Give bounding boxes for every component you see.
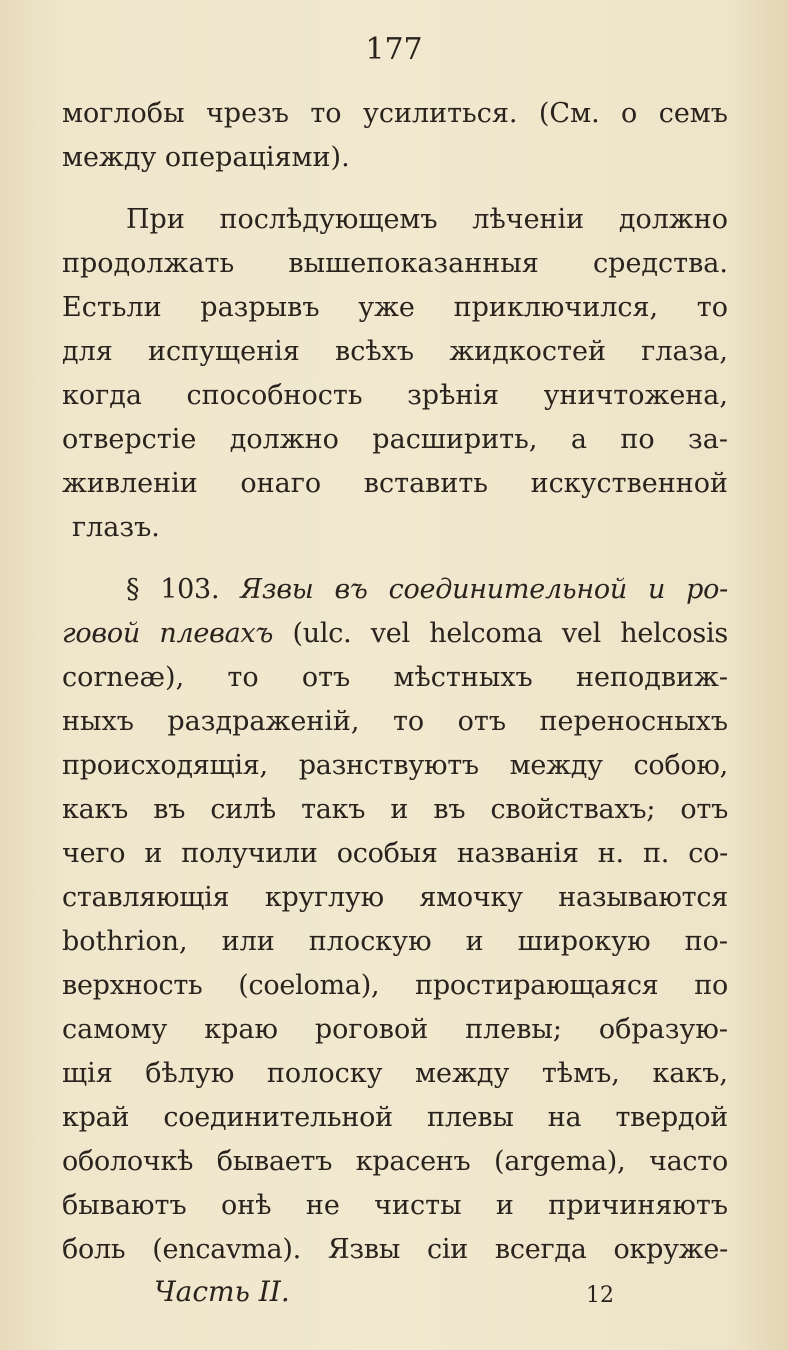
text-line: Естьли разрывъ уже приключился, то [62, 292, 728, 323]
text-line: край соединительной плевы на твердой [62, 1102, 728, 1133]
text-line: bothrion, или плоскую и широкую по- [62, 926, 728, 957]
section-103 [62, 568, 728, 1272]
text-line: когда способность зрѣнія уничтожена, [62, 380, 728, 411]
section-mark: § 103. [126, 574, 220, 605]
text-line: живленіи онаго вставить искуственной [62, 468, 728, 499]
text-line: отверстіе должно расширить, а по за- [62, 424, 728, 455]
section-heading-line [62, 612, 728, 656]
text-line: ныхъ раздраженій, то отъ переносныхъ [62, 706, 728, 737]
text-line: глазъ. [72, 512, 160, 543]
text-line: верхность (coeloma), простирающаяся по [62, 970, 728, 1001]
text-line: ставляющія круглую ямочку называются [62, 882, 728, 913]
text-line: между операціями). [62, 142, 350, 173]
latin-term: (ulc. vel helcoma vel helcosis [273, 618, 728, 649]
text-line: чего и получили особыя названія н. п. со- [62, 838, 728, 869]
volume-part-label: Часть II. [154, 1275, 290, 1308]
paragraph-intro [62, 92, 728, 180]
paragraph-treatment [62, 198, 728, 550]
text-line: для испущенія всѣхъ жидкостей глаза, [62, 336, 728, 367]
printer-signature-mark: 12 [586, 1283, 614, 1308]
text-line: продолжать вышепоказанныя средства. [62, 248, 728, 279]
text-line: corneæ), то отъ мѣстныхъ неподвиж- [62, 662, 728, 693]
text-line: какъ въ силѣ такъ и въ свойствахъ; отъ [62, 794, 728, 825]
page-number: 177 [365, 32, 423, 67]
section-heading-line [62, 568, 728, 612]
text-line: боль (encavma). Язвы сіи всегда окруже- [62, 1234, 728, 1265]
text-line: самому краю роговой плевы; образую- [62, 1014, 728, 1045]
text-line: происходящія, разнствуютъ между собою, [62, 750, 728, 781]
text-line: моглобы чрезъ то усилиться. (См. о семъ [62, 98, 728, 129]
text-line: При послѣдующемъ лѣченіи должно [126, 204, 728, 235]
text-line: щія бѣлую полоску между тѣмъ, какъ, [62, 1058, 728, 1089]
section-title-continued: говой плевахъ [62, 618, 274, 649]
text-line: бываютъ онѣ не чисты и причиняютъ [62, 1190, 728, 1221]
section-title: Язвы въ соединительной и ро- [240, 574, 728, 605]
text-line: оболочкѣ бываетъ красенъ (argema), часто [62, 1146, 728, 1177]
